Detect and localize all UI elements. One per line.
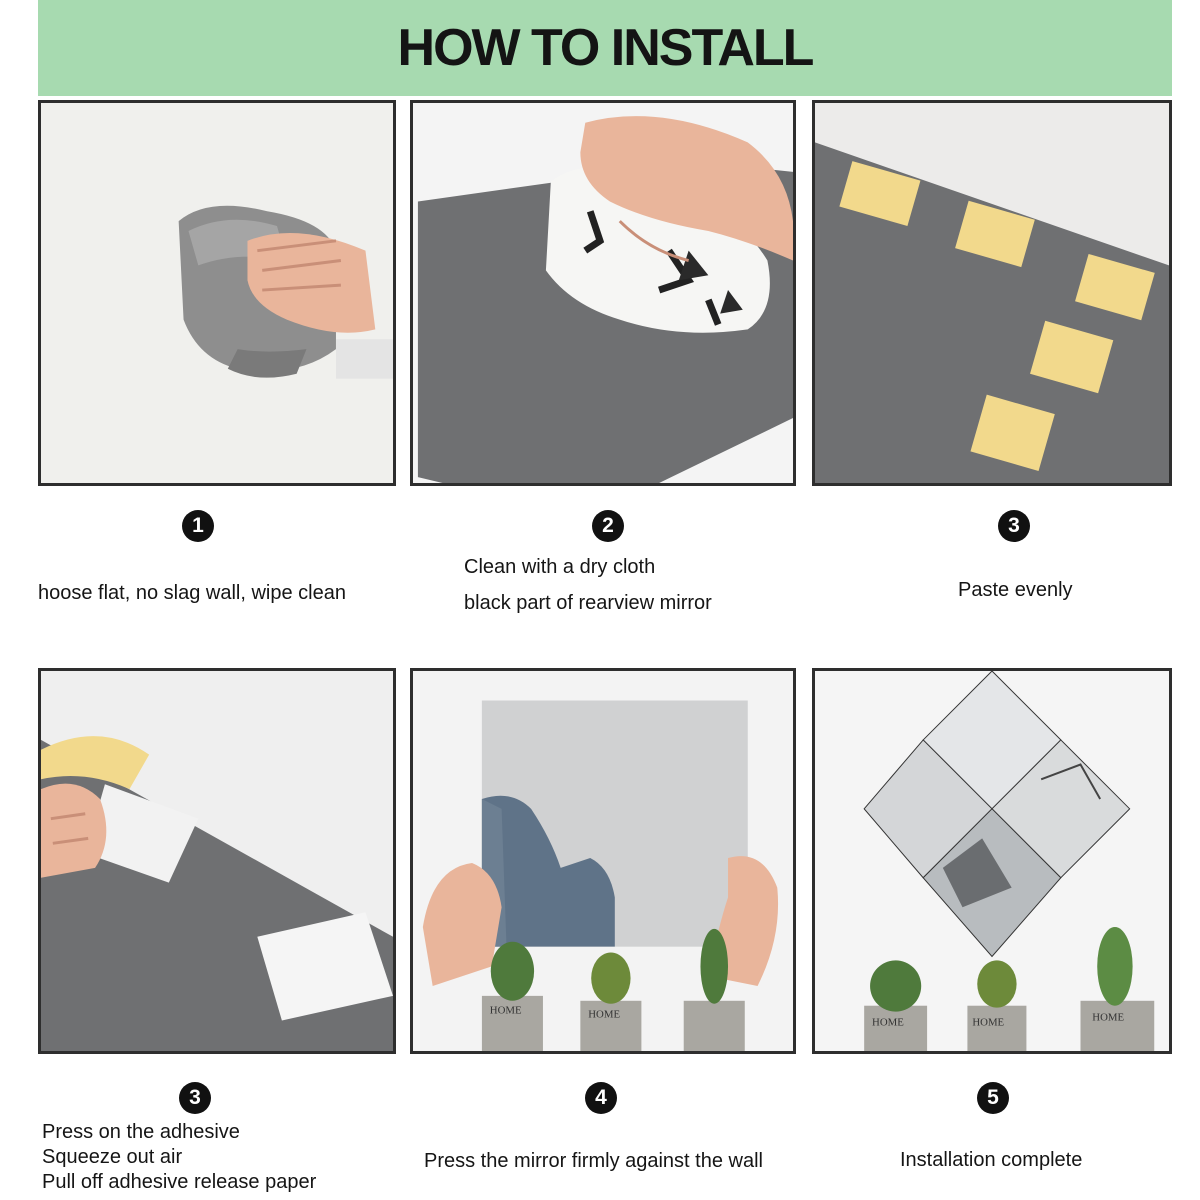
step-number-badge: 2 [592, 510, 624, 542]
step-4-caption [42, 1120, 316, 1195]
planter-label: HOME [872, 1016, 904, 1029]
step-5-image [410, 668, 796, 1054]
caption-line: Pull off adhesive release paper [42, 1171, 317, 1193]
page-title: HOW TO INSTALL [397, 19, 813, 77]
planter-label: HOME [588, 1008, 621, 1021]
step-number-badge: 3 [179, 1082, 211, 1114]
caption-line: black part of rearview mirror [464, 592, 712, 614]
step-1-image [38, 100, 396, 486]
step-6-image [812, 668, 1172, 1054]
step-3-image [812, 100, 1172, 486]
step-number-badge: 3 [998, 510, 1030, 542]
caption-line: hoose flat, no slag wall, wipe clean [38, 582, 346, 604]
step-4-image [38, 668, 396, 1054]
header-banner [38, 0, 1172, 96]
step-number-badge: 5 [977, 1082, 1009, 1114]
caption-line: Installation complete [900, 1149, 1083, 1171]
caption-line: Press on the adhesive [42, 1121, 240, 1143]
planter-label: HOME [1092, 1011, 1125, 1024]
step-number-badge: 4 [585, 1082, 617, 1114]
step-number-badge: 1 [182, 510, 214, 542]
step-2-image [410, 100, 796, 486]
step-6-caption [900, 1142, 1082, 1178]
caption-line: Press the mirror firmly against the wall [424, 1150, 763, 1172]
step-5-caption [424, 1143, 763, 1179]
planter-label: HOME [489, 1004, 522, 1017]
caption-line: Squeeze out air [42, 1146, 183, 1168]
planter-label: HOME [972, 1016, 1005, 1029]
step-2-caption [464, 549, 712, 621]
step-1-caption [38, 575, 346, 611]
step-3-caption [958, 572, 1073, 608]
caption-line: Clean with a dry cloth [464, 556, 656, 578]
caption-line: Paste evenly [958, 579, 1073, 601]
